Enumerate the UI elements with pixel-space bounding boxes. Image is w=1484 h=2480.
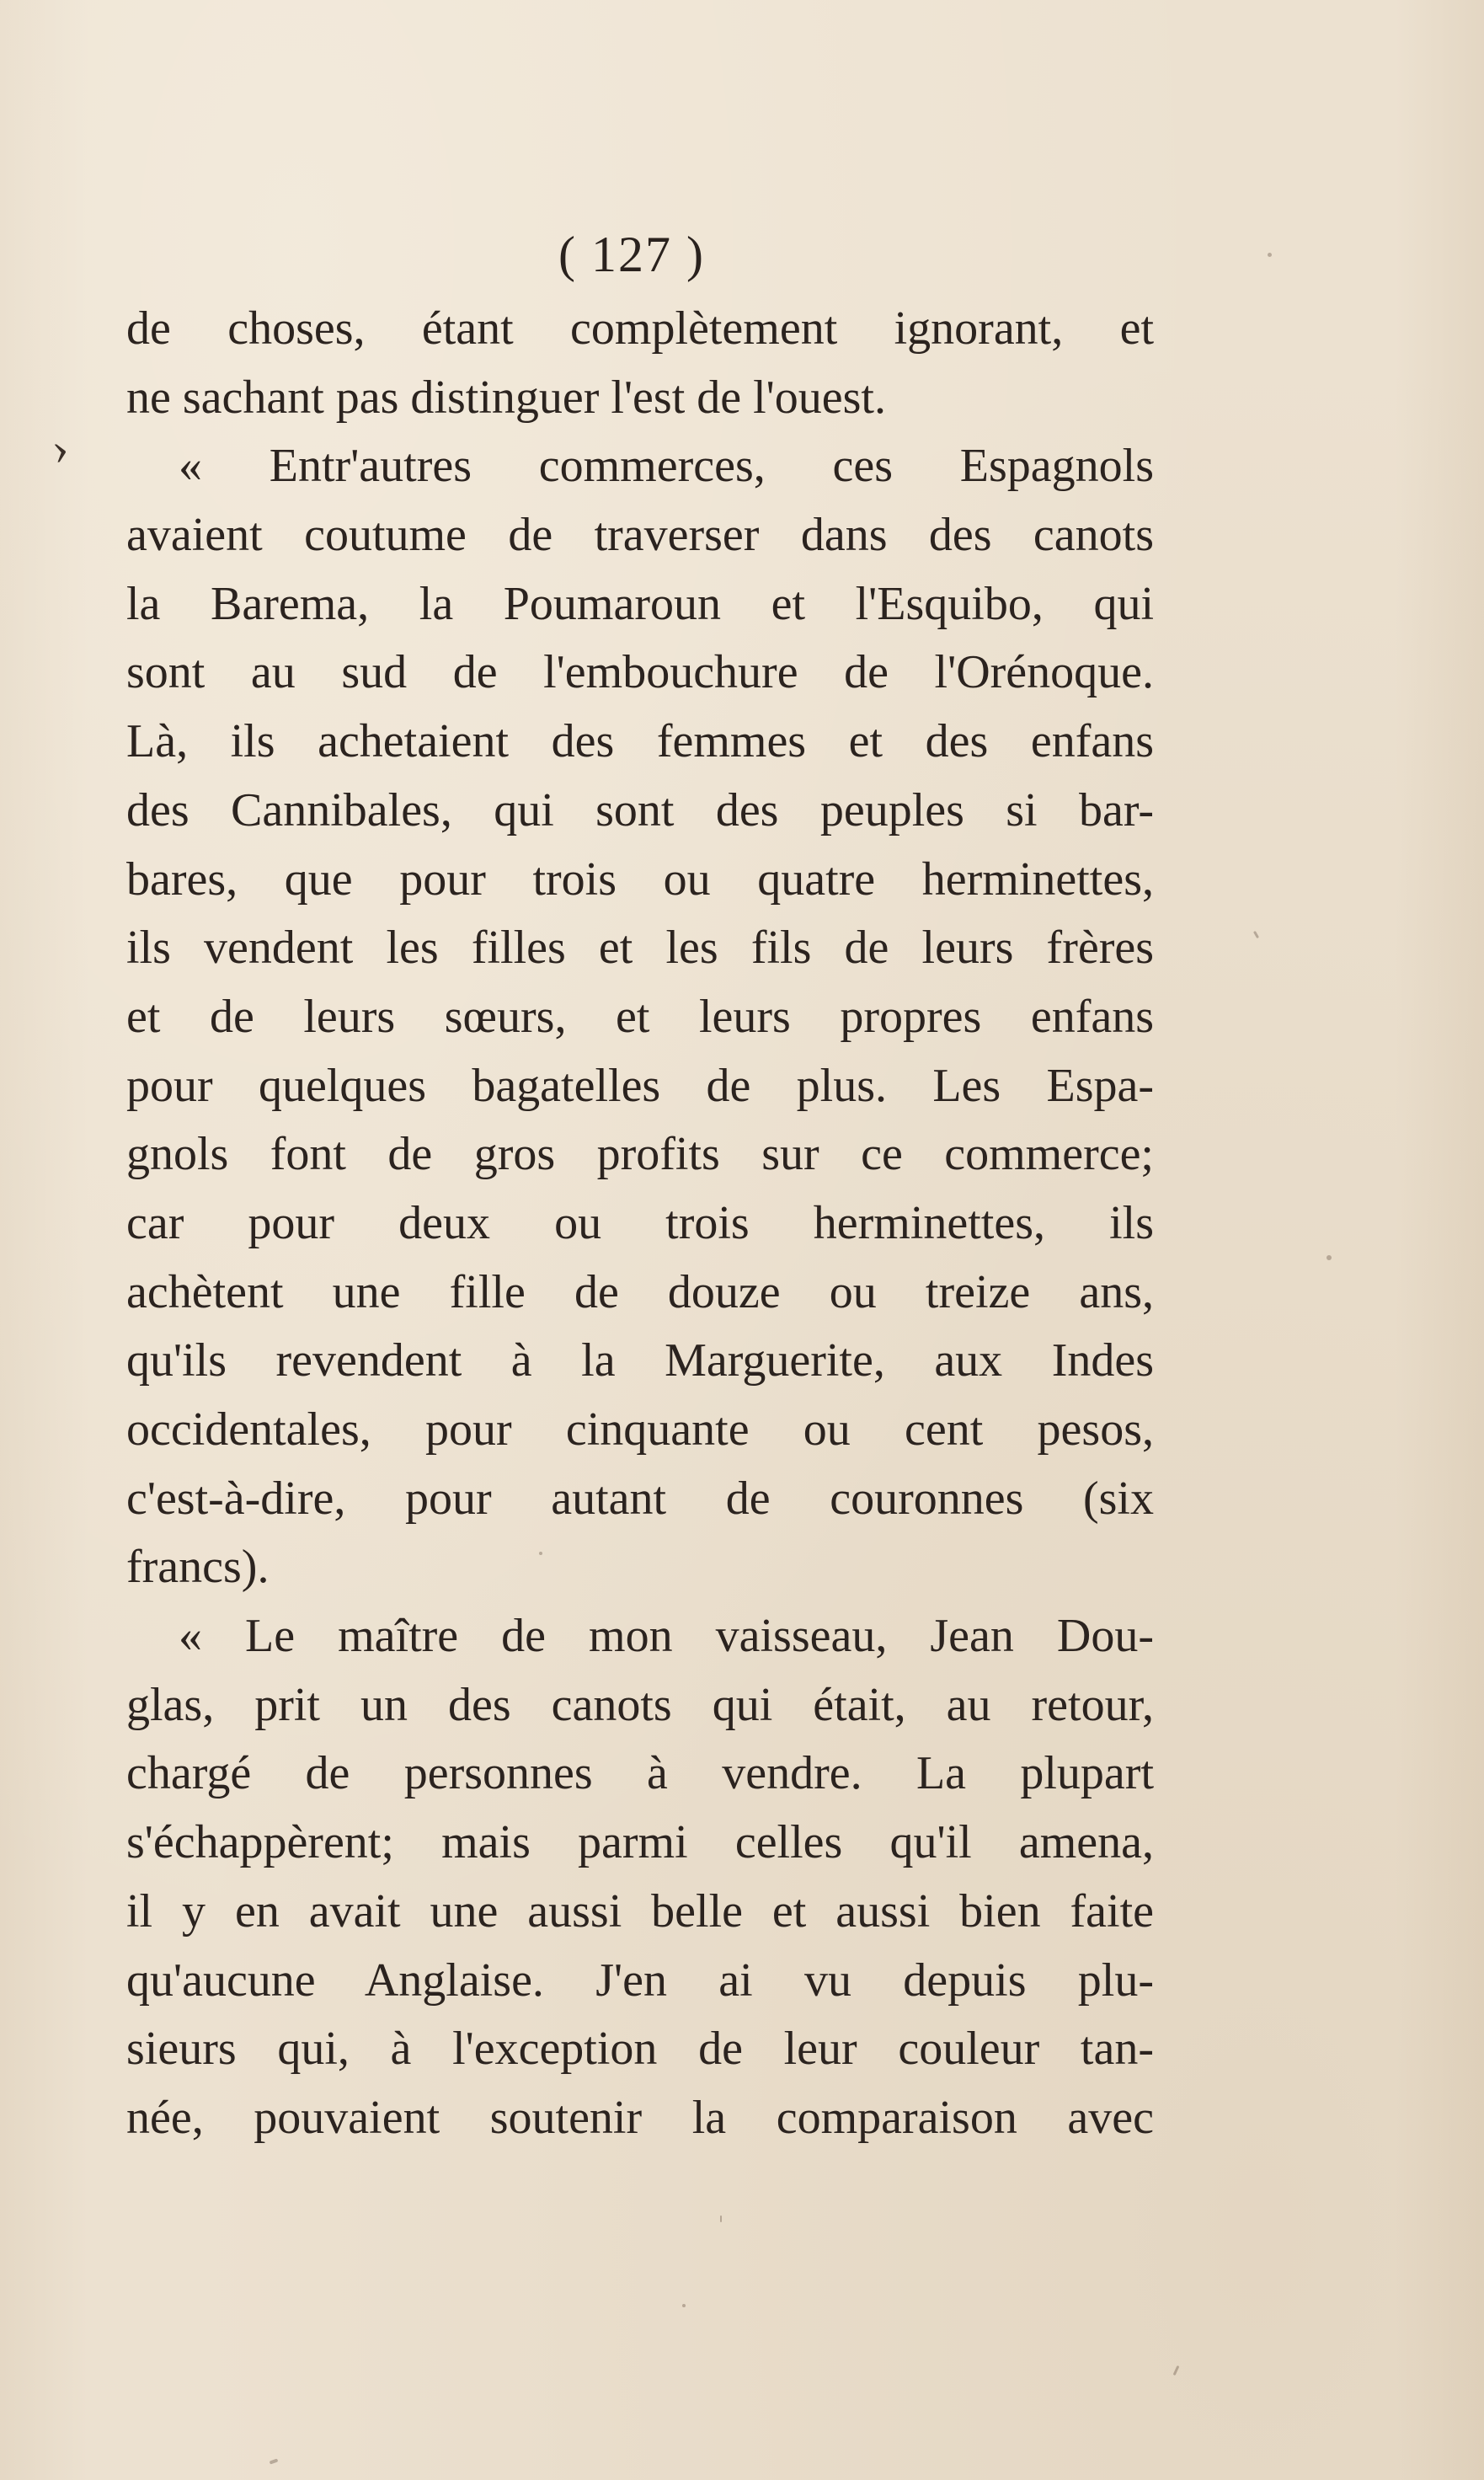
paragraph-start-line: « Entr'autres commerces, ces Espagnols xyxy=(179,440,1154,493)
text-line: francs). xyxy=(126,1541,270,1594)
text-line: pour quelques bagatelles de plus. Les Espa- xyxy=(126,1059,1154,1112)
text-line: chargé de personnes à vendre. La plupart xyxy=(126,1747,1154,1800)
text-line: avaient coutume de traverser dans des canots xyxy=(126,509,1154,562)
paper-speck xyxy=(1253,931,1259,938)
text-line: achètent une fille de douze ou treize ans, xyxy=(126,1265,1154,1318)
text-line: car pour deux ou trois herminettes, ils xyxy=(126,1196,1154,1249)
paper-speck xyxy=(539,1552,542,1555)
text-line: qu'aucune Anglaise. J'en ai vu depuis plu- xyxy=(126,1954,1154,2007)
text-line: s'échappèrent; mais parmi celles qu'il amena, xyxy=(126,1816,1154,1869)
body-text xyxy=(126,295,1154,2153)
text-line: ne sachant pas distinguer l'est de l'ouest. xyxy=(126,371,886,424)
text-line: gnols font de gros profits sur ce commerce; xyxy=(126,1128,1154,1181)
text-line: Là, ils achetaient des femmes et des enfans xyxy=(126,715,1154,768)
text-line: il y en avait une aussi belle et aussi bien faite xyxy=(126,1884,1154,1938)
text-line: et de leurs sœurs, et leurs propres enfans xyxy=(126,990,1154,1043)
text-line: qu'ils revendent à la Marguerite, aux Indes xyxy=(126,1334,1154,1387)
page-number: ( 127 ) xyxy=(558,227,705,282)
text-line: glas, prit un des canots qui était, au retour, xyxy=(126,1678,1154,1731)
paper-speck xyxy=(720,2215,722,2222)
paper-speck xyxy=(1268,253,1272,257)
text-line: ils vendent les filles et les fils de leurs frères xyxy=(126,922,1154,975)
paper-speck xyxy=(270,2458,279,2464)
text-line: des Cannibales, qui sont des peuples si bar- xyxy=(126,783,1154,836)
text-line: sieurs qui, à l'exception de leur couleur tan- xyxy=(126,2023,1154,2076)
text-line: sont au sud de l'embouchure de l'Orénoque. xyxy=(126,646,1154,699)
margin-mark: › xyxy=(47,420,72,476)
text-line: née, pouvaient soutenir la comparaison avec xyxy=(126,2091,1154,2144)
text-line: c'est-à-dire, pour autant de couronnes (six xyxy=(126,1472,1154,1525)
text-line: de choses, étant complètement ignorant, et xyxy=(126,302,1154,355)
paragraph-start-line: « Le maître de mon vaisseau, Jean Dou- xyxy=(179,1610,1154,1663)
text-line: la Barema, la Poumaroun et l'Esquibo, qui xyxy=(126,577,1154,630)
text-line: bares, que pour trois ou quatre herminettes, xyxy=(126,852,1154,906)
text-line: occidentales, pour cinquante ou cent pesos, xyxy=(126,1403,1154,1456)
paper-speck xyxy=(682,2304,686,2307)
paper-speck xyxy=(1173,2365,1180,2376)
paper-speck xyxy=(1327,1255,1332,1260)
